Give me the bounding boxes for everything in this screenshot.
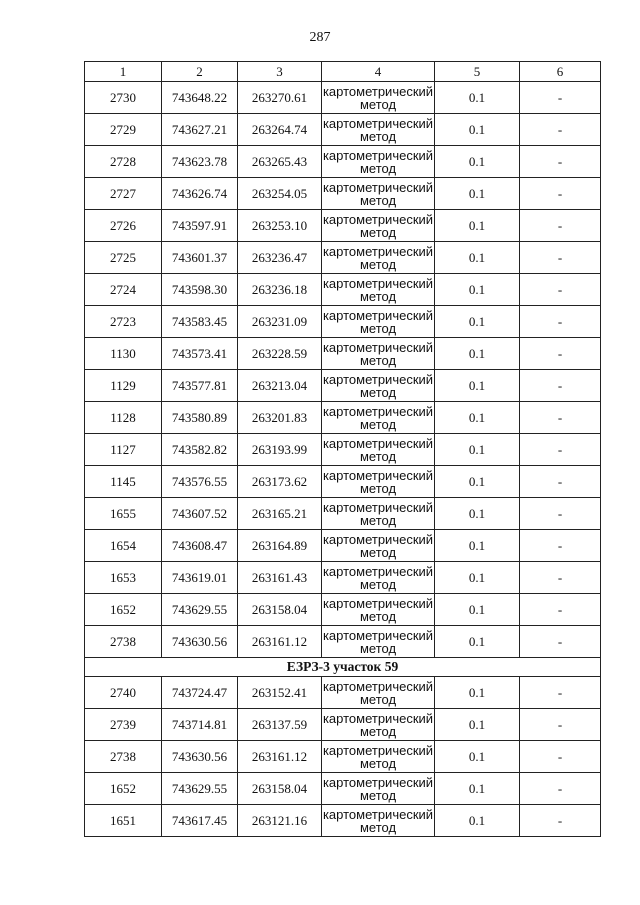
note-cell: - bbox=[520, 370, 601, 402]
x-coordinate-cell: 743629.55 bbox=[162, 773, 238, 805]
point-number-cell: 1130 bbox=[85, 338, 162, 370]
note-cell: - bbox=[520, 498, 601, 530]
y-coordinate-cell: 263165.21 bbox=[238, 498, 322, 530]
method-cell: картометрический метод bbox=[322, 774, 434, 803]
note-cell: - bbox=[520, 677, 601, 709]
accuracy-cell: 0.1 bbox=[435, 210, 520, 242]
table-row bbox=[85, 530, 601, 562]
point-number-cell: 2726 bbox=[85, 210, 162, 242]
x-coordinate-cell: 743623.78 bbox=[162, 146, 238, 178]
note-cell: - bbox=[520, 114, 601, 146]
section-row bbox=[85, 658, 601, 677]
table-row bbox=[85, 594, 601, 626]
table-row bbox=[85, 178, 601, 210]
point-number-cell: 1129 bbox=[85, 370, 162, 402]
method-cell: картометрический метод bbox=[322, 627, 434, 656]
note-cell: - bbox=[520, 402, 601, 434]
y-coordinate-cell: 263158.04 bbox=[238, 594, 322, 626]
note-cell: - bbox=[520, 82, 601, 114]
note-cell: - bbox=[520, 178, 601, 210]
point-number-cell: 2724 bbox=[85, 274, 162, 306]
table-row bbox=[85, 626, 601, 658]
y-coordinate-cell: 263161.12 bbox=[238, 626, 322, 658]
table-row bbox=[85, 741, 601, 773]
method-cell: картометрический метод bbox=[322, 275, 434, 304]
x-coordinate-cell: 743724.47 bbox=[162, 677, 238, 709]
accuracy-cell: 0.1 bbox=[435, 306, 520, 338]
table-body-a bbox=[85, 82, 601, 658]
point-number-cell: 2740 bbox=[85, 677, 162, 709]
y-coordinate-cell: 263173.62 bbox=[238, 466, 322, 498]
note-cell: - bbox=[520, 466, 601, 498]
y-coordinate-cell: 263121.16 bbox=[238, 805, 322, 837]
table-row bbox=[85, 82, 601, 114]
note-cell: - bbox=[520, 562, 601, 594]
method-cell: картометрический метод bbox=[322, 179, 434, 208]
accuracy-cell: 0.1 bbox=[435, 709, 520, 741]
table-row bbox=[85, 466, 601, 498]
accuracy-cell: 0.1 bbox=[435, 146, 520, 178]
table-row bbox=[85, 114, 601, 146]
x-coordinate-cell: 743648.22 bbox=[162, 82, 238, 114]
section-title: ЕЗРЗ-3 участок 59 bbox=[85, 658, 601, 677]
note-cell: - bbox=[520, 242, 601, 274]
point-number-cell: 1652 bbox=[85, 773, 162, 805]
table-row bbox=[85, 306, 601, 338]
y-coordinate-cell: 263231.09 bbox=[238, 306, 322, 338]
accuracy-cell: 0.1 bbox=[435, 466, 520, 498]
accuracy-cell: 0.1 bbox=[435, 114, 520, 146]
table-body-b bbox=[85, 677, 601, 837]
note-cell: - bbox=[520, 805, 601, 837]
accuracy-cell: 0.1 bbox=[435, 402, 520, 434]
y-coordinate-cell: 263201.83 bbox=[238, 402, 322, 434]
method-cell: картометрический метод bbox=[322, 371, 434, 400]
x-coordinate-cell: 743630.56 bbox=[162, 741, 238, 773]
y-coordinate-cell: 263164.89 bbox=[238, 530, 322, 562]
x-coordinate-cell: 743619.01 bbox=[162, 562, 238, 594]
point-number-cell: 1654 bbox=[85, 530, 162, 562]
x-coordinate-cell: 743582.82 bbox=[162, 434, 238, 466]
x-coordinate-cell: 743626.74 bbox=[162, 178, 238, 210]
accuracy-cell: 0.1 bbox=[435, 594, 520, 626]
point-number-cell: 1651 bbox=[85, 805, 162, 837]
point-number-cell: 2725 bbox=[85, 242, 162, 274]
y-coordinate-cell: 263152.41 bbox=[238, 677, 322, 709]
x-coordinate-cell: 743714.81 bbox=[162, 709, 238, 741]
method-cell: картометрический метод bbox=[322, 742, 434, 771]
y-coordinate-cell: 263264.74 bbox=[238, 114, 322, 146]
table-row bbox=[85, 773, 601, 805]
coordinates-table bbox=[84, 61, 601, 837]
method-cell: картометрический метод bbox=[322, 307, 434, 336]
table-row bbox=[85, 338, 601, 370]
method-cell: картометрический метод bbox=[322, 595, 434, 624]
y-coordinate-cell: 263158.04 bbox=[238, 773, 322, 805]
point-number-cell: 1127 bbox=[85, 434, 162, 466]
point-number-cell: 2723 bbox=[85, 306, 162, 338]
column-header: 4 bbox=[322, 62, 435, 82]
x-coordinate-cell: 743608.47 bbox=[162, 530, 238, 562]
y-coordinate-cell: 263137.59 bbox=[238, 709, 322, 741]
y-coordinate-cell: 263228.59 bbox=[238, 338, 322, 370]
x-coordinate-cell: 743601.37 bbox=[162, 242, 238, 274]
method-cell: картометрический метод bbox=[322, 531, 434, 560]
table-row bbox=[85, 498, 601, 530]
note-cell: - bbox=[520, 146, 601, 178]
accuracy-cell: 0.1 bbox=[435, 178, 520, 210]
x-coordinate-cell: 743577.81 bbox=[162, 370, 238, 402]
column-header: 3 bbox=[238, 62, 322, 82]
note-cell: - bbox=[520, 338, 601, 370]
method-cell: картометрический метод bbox=[322, 339, 434, 368]
table-row bbox=[85, 434, 601, 466]
table-row bbox=[85, 210, 601, 242]
table-row bbox=[85, 242, 601, 274]
note-cell: - bbox=[520, 709, 601, 741]
point-number-cell: 2730 bbox=[85, 82, 162, 114]
note-cell: - bbox=[520, 773, 601, 805]
note-cell: - bbox=[520, 594, 601, 626]
y-coordinate-cell: 263253.10 bbox=[238, 210, 322, 242]
method-cell: картометрический метод bbox=[322, 678, 434, 707]
accuracy-cell: 0.1 bbox=[435, 773, 520, 805]
method-cell: картометрический метод bbox=[322, 563, 434, 592]
accuracy-cell: 0.1 bbox=[435, 741, 520, 773]
x-coordinate-cell: 743607.52 bbox=[162, 498, 238, 530]
table-row bbox=[85, 805, 601, 837]
accuracy-cell: 0.1 bbox=[435, 370, 520, 402]
point-number-cell: 2727 bbox=[85, 178, 162, 210]
accuracy-cell: 0.1 bbox=[435, 562, 520, 594]
accuracy-cell: 0.1 bbox=[435, 677, 520, 709]
x-coordinate-cell: 743627.21 bbox=[162, 114, 238, 146]
table-row bbox=[85, 274, 601, 306]
column-header: 1 bbox=[85, 62, 162, 82]
accuracy-cell: 0.1 bbox=[435, 338, 520, 370]
table-header-row bbox=[85, 62, 601, 82]
note-cell: - bbox=[520, 306, 601, 338]
x-coordinate-cell: 743573.41 bbox=[162, 338, 238, 370]
column-header: 2 bbox=[162, 62, 238, 82]
table-row bbox=[85, 402, 601, 434]
y-coordinate-cell: 263213.04 bbox=[238, 370, 322, 402]
point-number-cell: 1652 bbox=[85, 594, 162, 626]
method-cell: картометрический метод bbox=[322, 147, 434, 176]
accuracy-cell: 0.1 bbox=[435, 434, 520, 466]
x-coordinate-cell: 743630.56 bbox=[162, 626, 238, 658]
accuracy-cell: 0.1 bbox=[435, 274, 520, 306]
method-cell: картометрический метод bbox=[322, 243, 434, 272]
point-number-cell: 1145 bbox=[85, 466, 162, 498]
method-cell: картометрический метод bbox=[322, 115, 434, 144]
table-row bbox=[85, 677, 601, 709]
y-coordinate-cell: 263193.99 bbox=[238, 434, 322, 466]
note-cell: - bbox=[520, 741, 601, 773]
x-coordinate-cell: 743583.45 bbox=[162, 306, 238, 338]
x-coordinate-cell: 743629.55 bbox=[162, 594, 238, 626]
accuracy-cell: 0.1 bbox=[435, 626, 520, 658]
x-coordinate-cell: 743597.91 bbox=[162, 210, 238, 242]
note-cell: - bbox=[520, 434, 601, 466]
point-number-cell: 2728 bbox=[85, 146, 162, 178]
method-cell: картометрический метод bbox=[322, 83, 434, 112]
y-coordinate-cell: 263161.12 bbox=[238, 741, 322, 773]
table-row bbox=[85, 370, 601, 402]
method-cell: картометрический метод bbox=[322, 806, 434, 835]
table-row bbox=[85, 709, 601, 741]
accuracy-cell: 0.1 bbox=[435, 805, 520, 837]
accuracy-cell: 0.1 bbox=[435, 82, 520, 114]
x-coordinate-cell: 743617.45 bbox=[162, 805, 238, 837]
section-body bbox=[85, 658, 601, 677]
table-row bbox=[85, 562, 601, 594]
y-coordinate-cell: 263254.05 bbox=[238, 178, 322, 210]
point-number-cell: 1128 bbox=[85, 402, 162, 434]
column-header: 6 bbox=[520, 62, 601, 82]
point-number-cell: 2738 bbox=[85, 741, 162, 773]
method-cell: картометрический метод bbox=[322, 211, 434, 240]
accuracy-cell: 0.1 bbox=[435, 530, 520, 562]
x-coordinate-cell: 743580.89 bbox=[162, 402, 238, 434]
note-cell: - bbox=[520, 626, 601, 658]
method-cell: картометрический метод bbox=[322, 710, 434, 739]
x-coordinate-cell: 743576.55 bbox=[162, 466, 238, 498]
y-coordinate-cell: 263236.47 bbox=[238, 242, 322, 274]
table-row bbox=[85, 146, 601, 178]
note-cell: - bbox=[520, 210, 601, 242]
method-cell: картометрический метод bbox=[322, 499, 434, 528]
y-coordinate-cell: 263161.43 bbox=[238, 562, 322, 594]
point-number-cell: 2738 bbox=[85, 626, 162, 658]
point-number-cell: 1653 bbox=[85, 562, 162, 594]
method-cell: картометрический метод bbox=[322, 435, 434, 464]
point-number-cell: 2729 bbox=[85, 114, 162, 146]
y-coordinate-cell: 263236.18 bbox=[238, 274, 322, 306]
note-cell: - bbox=[520, 530, 601, 562]
x-coordinate-cell: 743598.30 bbox=[162, 274, 238, 306]
page-number: 287 bbox=[309, 30, 331, 45]
y-coordinate-cell: 263265.43 bbox=[238, 146, 322, 178]
accuracy-cell: 0.1 bbox=[435, 242, 520, 274]
note-cell: - bbox=[520, 274, 601, 306]
point-number-cell: 2739 bbox=[85, 709, 162, 741]
accuracy-cell: 0.1 bbox=[435, 498, 520, 530]
method-cell: картометрический метод bbox=[322, 403, 434, 432]
column-header: 5 bbox=[435, 62, 520, 82]
method-cell: картометрический метод bbox=[322, 467, 434, 496]
point-number-cell: 1655 bbox=[85, 498, 162, 530]
y-coordinate-cell: 263270.61 bbox=[238, 82, 322, 114]
